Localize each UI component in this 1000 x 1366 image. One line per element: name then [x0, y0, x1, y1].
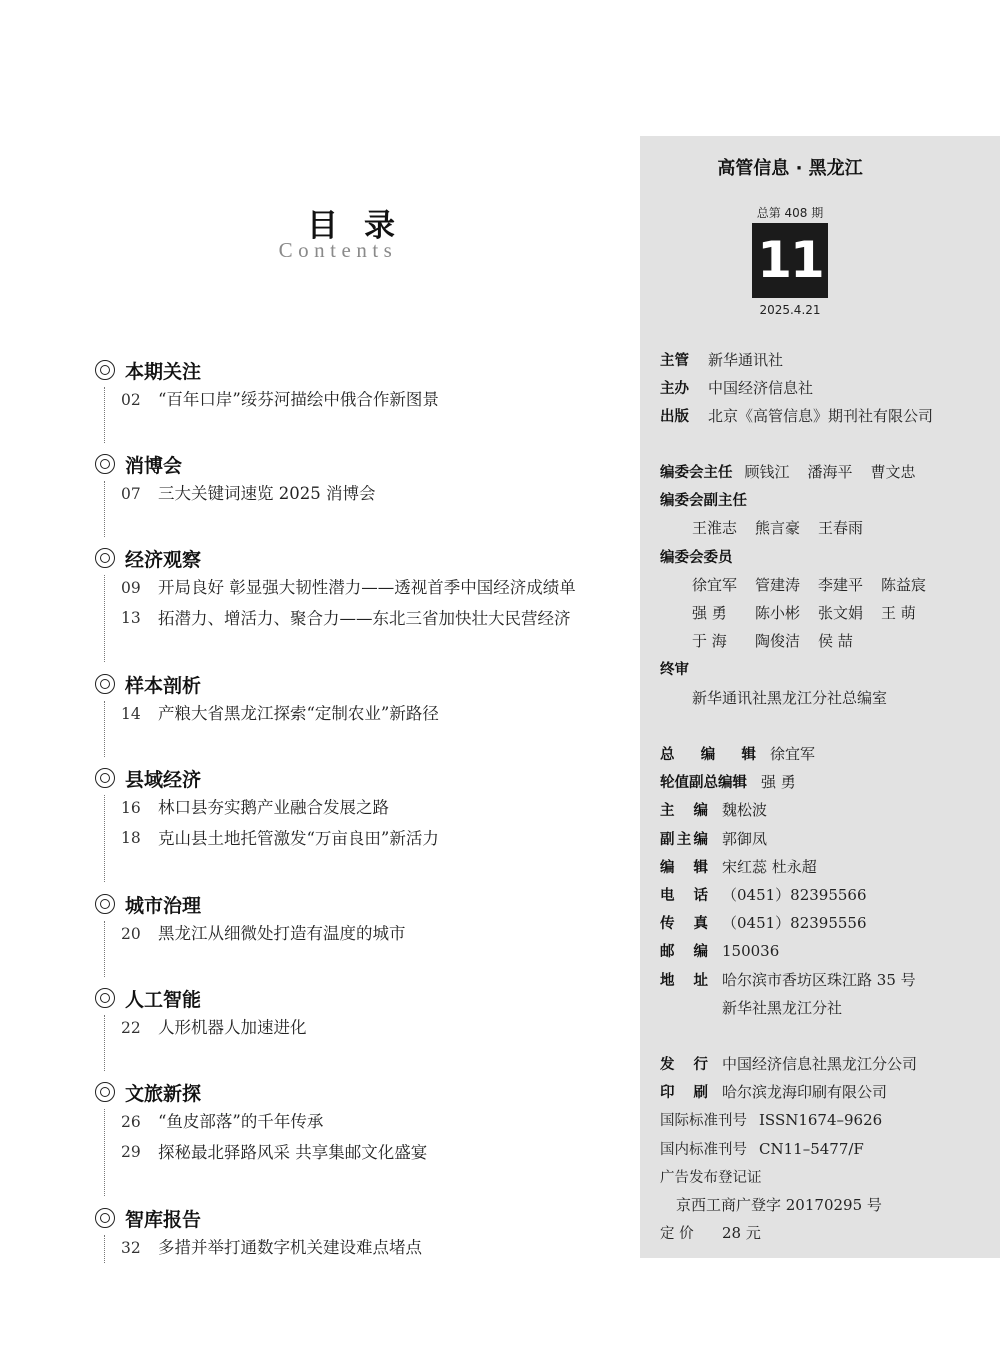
toc-entry[interactable] — [121, 793, 632, 823]
double-circle-icon — [95, 674, 115, 694]
article-title: 黑龙江从细微处打造有温度的城市 — [158, 924, 406, 943]
deputy-editor-label: 副主编 — [660, 831, 708, 848]
toc-section — [92, 763, 632, 882]
double-circle-icon — [95, 548, 115, 568]
double-circle-icon — [95, 768, 115, 788]
phone-label: 电话 — [660, 887, 708, 904]
double-circle-icon — [95, 1082, 115, 1102]
section-title: 本期关注 — [125, 360, 202, 383]
committee-member-name: 于 海 — [692, 632, 727, 651]
section-title: 城市治理 — [125, 894, 202, 917]
distribution-label: 发行 — [660, 1057, 708, 1073]
fax: （0451）82395556 — [722, 914, 867, 933]
article-title: 产粮大省黑龙江探索“定制农业”新路径 — [158, 704, 439, 723]
committee-vice-name: 王春雨 — [818, 519, 864, 538]
page-number: 09 — [121, 579, 141, 597]
address-label: 地址 — [660, 972, 708, 989]
toc-section — [92, 1203, 632, 1263]
editors: 宋红蕊 杜永超 — [722, 857, 817, 876]
postcode-label: 邮编 — [660, 944, 708, 961]
toc-section — [92, 669, 632, 757]
section-title: 人工智能 — [125, 988, 202, 1011]
committee-chair-label: 编委会主任 — [660, 465, 733, 481]
article-title: 克山县土地托管激发“万亩良田”新活力 — [158, 829, 439, 848]
toc-entry[interactable] — [121, 823, 632, 854]
committee-member-name: 陶俊洁 — [755, 632, 801, 651]
sponsor: 新华通讯社 — [708, 351, 784, 369]
editor-in-chief: 徐宜军 — [770, 745, 816, 763]
editor-in-chief-label: 总编辑 — [660, 747, 756, 763]
section-title: 智库报告 — [125, 1208, 202, 1231]
toc-section — [92, 355, 632, 443]
toc-entry[interactable] — [121, 1233, 632, 1263]
committee-member-name: 陈小彬 — [755, 603, 801, 622]
page-number: 13 — [121, 609, 141, 627]
committee-vice-name: 熊言豪 — [755, 519, 801, 538]
rotating-deputy: 强 勇 — [761, 773, 796, 792]
printing: 哈尔滨龙海印刷有限公司 — [722, 1083, 888, 1102]
postcode: 150036 — [722, 942, 780, 961]
toc-section — [92, 543, 632, 662]
double-circle-icon — [95, 1208, 115, 1228]
article-title: 拓潜力、增活力、聚合力——东北三省加快壮大民营经济 — [158, 609, 571, 628]
editors-label: 编辑 — [660, 859, 708, 876]
article-title: 开局良好 彰显强大韧性潜力——透视首季中国经济成绩单 — [158, 578, 576, 597]
committee-member-name: 张文娟 — [818, 603, 864, 622]
publisher-block — [660, 346, 933, 431]
editors-block — [660, 740, 916, 1022]
committee-member-name: 侯 喆 — [818, 632, 853, 651]
organizer: 中国经济信息社 — [708, 379, 814, 398]
toc-entry[interactable] — [121, 603, 632, 634]
article-title: 林口县夯实鹅产业融合发展之路 — [158, 798, 389, 817]
page-number: 29 — [121, 1143, 141, 1161]
distribution: 中国经济信息社黑龙江分公司 — [722, 1055, 918, 1073]
committee-member-name: 王 萌 — [881, 603, 916, 622]
committee-chair-name: 顾钱江 — [744, 463, 790, 481]
distribution-block — [660, 1050, 917, 1247]
ad-license-label: 广告发布登记证 — [660, 1169, 762, 1186]
organizer-label: 主办 — [660, 381, 689, 398]
page-number: 14 — [121, 705, 141, 723]
issn: ISSN1674–9626 — [759, 1111, 883, 1130]
article-title: “百年口岸”绥芬河描绘中俄合作新图景 — [158, 390, 439, 409]
page-number: 32 — [121, 1239, 141, 1257]
section-title: 消博会 — [125, 454, 183, 477]
double-circle-icon — [95, 894, 115, 914]
toc-entry[interactable] — [121, 919, 632, 949]
article-title: 多措并举打通数字机关建设难点堵点 — [158, 1238, 422, 1257]
page-number: 16 — [121, 799, 141, 817]
page-number: 02 — [121, 391, 141, 409]
magazine-name: 高管信息 · 黑龙江 — [717, 158, 863, 179]
printing-label: 印刷 — [660, 1085, 708, 1102]
rotating-deputy-label: 轮值副总编辑 — [660, 775, 747, 792]
toc-entry[interactable] — [121, 385, 632, 415]
double-circle-icon — [95, 454, 115, 474]
address-line-2: 新华社黑龙江分社 — [722, 998, 843, 1017]
fax-label: 传真 — [660, 916, 708, 933]
article-title: 三大关键词速览 2025 消博会 — [158, 484, 376, 503]
toc-section — [92, 889, 632, 977]
committee-chair-name: 潘海平 — [807, 463, 853, 481]
price-label: 定 价 — [660, 1226, 694, 1243]
section-title: 经济观察 — [125, 548, 202, 571]
phone: （0451）82395566 — [722, 885, 867, 904]
toc-section — [92, 983, 632, 1071]
page-number: 22 — [121, 1019, 141, 1037]
page-number: 18 — [121, 829, 141, 847]
address-line-1: 哈尔滨市香坊区珠江路 35 号 — [722, 970, 916, 989]
section-title: 县域经济 — [125, 768, 202, 791]
committee-block — [660, 458, 944, 712]
issue-date: 2025.4.21 — [759, 303, 821, 317]
final-review: 新华通讯社黑龙江分社总编室 — [692, 688, 888, 707]
committee-vice-label: 编委会副主任 — [660, 493, 747, 510]
issn-label: 国际标准刊号 — [660, 1113, 747, 1130]
page-number: 26 — [121, 1113, 141, 1131]
toc-entry[interactable] — [121, 1107, 632, 1137]
committee-member-name: 李建平 — [818, 575, 864, 594]
publisher: 北京《高管信息》期刊社有限公司 — [708, 407, 934, 426]
ad-license: 京西工商广登字 20170295 号 — [676, 1195, 882, 1214]
toc-section — [92, 1077, 632, 1196]
deputy-editor: 郭御凤 — [722, 829, 768, 848]
toc-entry[interactable] — [121, 573, 632, 603]
article-title: 探秘最北驿路风采 共享集邮文化盛宴 — [158, 1143, 428, 1162]
toc-entry[interactable] — [121, 1137, 632, 1168]
chief-editor: 魏松波 — [722, 801, 768, 820]
committee-member-name: 强 勇 — [692, 603, 727, 622]
double-circle-icon — [95, 360, 115, 380]
committee-chair-name: 曹文忠 — [870, 463, 916, 481]
toc-section — [92, 449, 632, 537]
sponsor-label: 主管 — [660, 353, 689, 369]
toc-subtitle: Contents — [278, 238, 398, 262]
price: 28 元 — [722, 1224, 761, 1243]
final-review-label: 终审 — [660, 662, 689, 679]
committee-vice-name: 王淮志 — [692, 519, 738, 538]
toc-title: 目录 — [307, 208, 421, 244]
section-title: 文旅新探 — [125, 1082, 202, 1105]
section-title: 样本剖析 — [125, 674, 202, 697]
publisher-label: 出版 — [660, 409, 689, 426]
article-title: 人形机器人加速进化 — [158, 1018, 307, 1037]
cn-label: 国内标准刊号 — [660, 1141, 747, 1158]
cn: CN11–5477/F — [759, 1139, 864, 1158]
committee-members-label: 编委会委员 — [660, 549, 733, 566]
masthead-panel — [640, 136, 1000, 1258]
committee-member-name: 徐宜军 — [692, 575, 738, 594]
committee-member-name: 陈益宸 — [881, 575, 927, 594]
issue-total: 总第 408 期 — [756, 206, 824, 220]
double-circle-icon — [95, 988, 115, 1008]
article-title: “鱼皮部落”的千年传承 — [158, 1112, 324, 1131]
page-number: 07 — [121, 485, 141, 503]
toc-entry[interactable] — [121, 1013, 632, 1043]
page-number: 20 — [121, 925, 141, 943]
committee-member-name: 管建涛 — [755, 575, 801, 594]
issue-number: 11 — [752, 223, 828, 298]
chief-editor-label: 主编 — [660, 803, 708, 820]
toc-entry[interactable] — [121, 479, 632, 509]
toc-entry[interactable] — [121, 699, 632, 729]
